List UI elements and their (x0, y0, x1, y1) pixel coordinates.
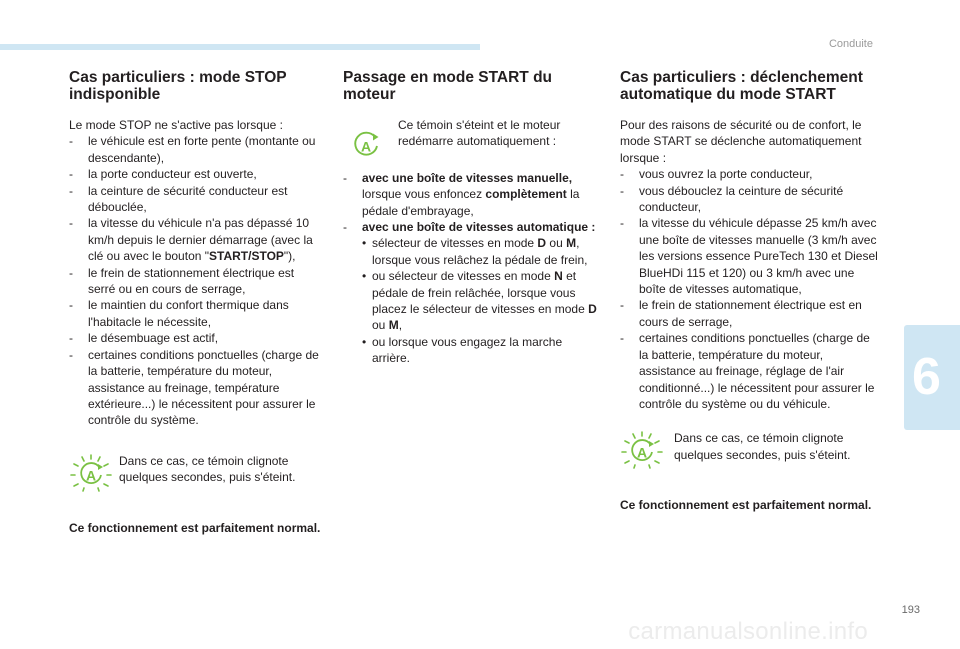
list-item: - le frein de stationnement électrique est serré ou en cours de serrage, (69, 265, 321, 298)
header-accent-bar (0, 44, 480, 50)
condition-list (620, 166, 880, 412)
list-item: - vous débouclez la ceinture de sécurité conducteur, (620, 183, 880, 216)
manual-bold: complètement (485, 187, 567, 202)
sublist-text: et pédale de frein relâchée, lorsque vous placez le sélecteur de vitesses en mode (372, 269, 589, 317)
sublist-item (343, 268, 603, 334)
column-start-mode (343, 69, 603, 367)
conclusion-text: Ce fonctionnement est parfaitement normal. (620, 498, 872, 513)
sublist-text: ou (546, 236, 567, 251)
watermark: carmanualsonline.info (628, 618, 868, 645)
mode-m: M (388, 318, 399, 333)
start-stop-blinking-icon (620, 430, 664, 474)
start-stop-blinking-icon (69, 453, 113, 497)
manual-text-end: la pédale d'embrayage, (362, 187, 580, 218)
list-item-suffix: "), (283, 249, 296, 264)
warning-note (620, 430, 880, 463)
condition-list (69, 133, 321, 428)
sublist-item (343, 235, 603, 268)
sublist-text: , lorsque vous relâchez la pédale de frein, (372, 236, 588, 267)
mode-d: D (537, 236, 547, 251)
list-item-manual (343, 170, 603, 219)
list-item: - vous ouvrez la porte conducteur, (620, 166, 880, 182)
list-item: - la ceinture de sécurité conducteur est débouclée, (69, 183, 321, 216)
manual-gearbox-label: avec une boîte de vitesses manuelle, (362, 170, 573, 185)
list-item (69, 215, 321, 264)
sublist-text: ou (372, 318, 389, 333)
mode-d: D (588, 302, 597, 317)
svg-text:A: A (85, 467, 97, 484)
start-conditions-list (343, 170, 603, 367)
list-item: - le maintien du confort thermique dans l'habitacle le nécessite, (69, 297, 321, 330)
manual-text: lorsque vous enfoncez (362, 187, 486, 202)
list-item: - le frein de stationnement électrique est en cours de serrage, (620, 297, 880, 330)
list-item: - certaines conditions ponctuelles (charge de la batterie, température du moteur, assistance au freinage, température extérieure...) le nécessitent pour assurer le contrôle du système. (69, 347, 321, 429)
heading-stop-unavailable: Cas particuliers : mode STOP indisponible (69, 69, 287, 103)
column-stop-unavailable (69, 69, 321, 536)
sublist-text: sélecteur de vitesses en mode (372, 236, 538, 251)
heading-start-mode: Passage en mode START du moteur (343, 69, 553, 103)
heading-automatic-start: Cas particuliers : déclenchement automatique du mode START (620, 69, 863, 103)
note-text: Dans ce cas, ce témoin clignote quelques secondes, puis s'éteint. (674, 431, 851, 462)
chapter-tab (904, 325, 960, 430)
intro-text: Pour des raisons de sécurité ou de confort, le mode START se déclenche automatiquement lorsque : (620, 118, 862, 165)
list-item: - la vitesse du véhicule dépasse 25 km/h avec une boîte de vitesses manuelle (3 km/h avec les versions essence PureTech 130 et Diesel BlueHDi 115 et 120) ou 3 km/h avec une boîte de vitesses automatique, (620, 215, 880, 297)
svg-text:A: A (636, 444, 648, 461)
automatic-gearbox-label: avec une boîte de vitesses automatique : (362, 220, 596, 235)
svg-text:A: A (360, 138, 372, 155)
list-item-automatic (343, 219, 603, 367)
note-text: Ce témoin s'éteint et le moteur redémarre automatiquement : (398, 118, 561, 149)
note-text: Dans ce cas, ce témoin clignote quelques secondes, puis s'éteint. (119, 453, 296, 485)
list-item: - le véhicule est en forte pente (montante ou descendante), (69, 133, 321, 166)
section-title: Conduite (828, 38, 873, 50)
chapter-number: 6 (912, 348, 941, 406)
automatic-sublist (343, 235, 603, 366)
intro-text: Le mode STOP ne s'active pas lorsque : (69, 118, 283, 132)
info-note (343, 117, 603, 155)
mode-n: N (554, 269, 563, 284)
sublist-item: • ou lorsque vous engagez la marche arrière. (343, 334, 603, 367)
list-item: - la porte conducteur est ouverte, (69, 166, 321, 182)
mode-m: M (566, 236, 577, 251)
start-stop-button-label: START/STOP (209, 249, 284, 264)
column-automatic-start (620, 69, 880, 514)
list-item: - certaines conditions ponctuelles (charge de la batterie, température du moteur, assistance au freinage, réglage de l'air conditionné...) le nécessitent pour assurer le contrôle du système ou du véhicule. (620, 330, 880, 412)
list-item: - le désembuage est actif, (69, 330, 321, 346)
sublist-text: ou sélecteur de vitesses en mode (372, 269, 555, 284)
start-stop-off-icon (351, 131, 385, 165)
conclusion-text: Ce fonctionnement est parfaitement normal. (69, 520, 321, 535)
page-number: 193 (901, 604, 920, 616)
warning-note (69, 453, 321, 486)
sublist-text: , (398, 318, 403, 333)
list-item-text: la vitesse du véhicule n'a pas dépassé 10 km/h depuis le dernier démarrage (avec la clé ou avec le bouton " (88, 216, 313, 264)
